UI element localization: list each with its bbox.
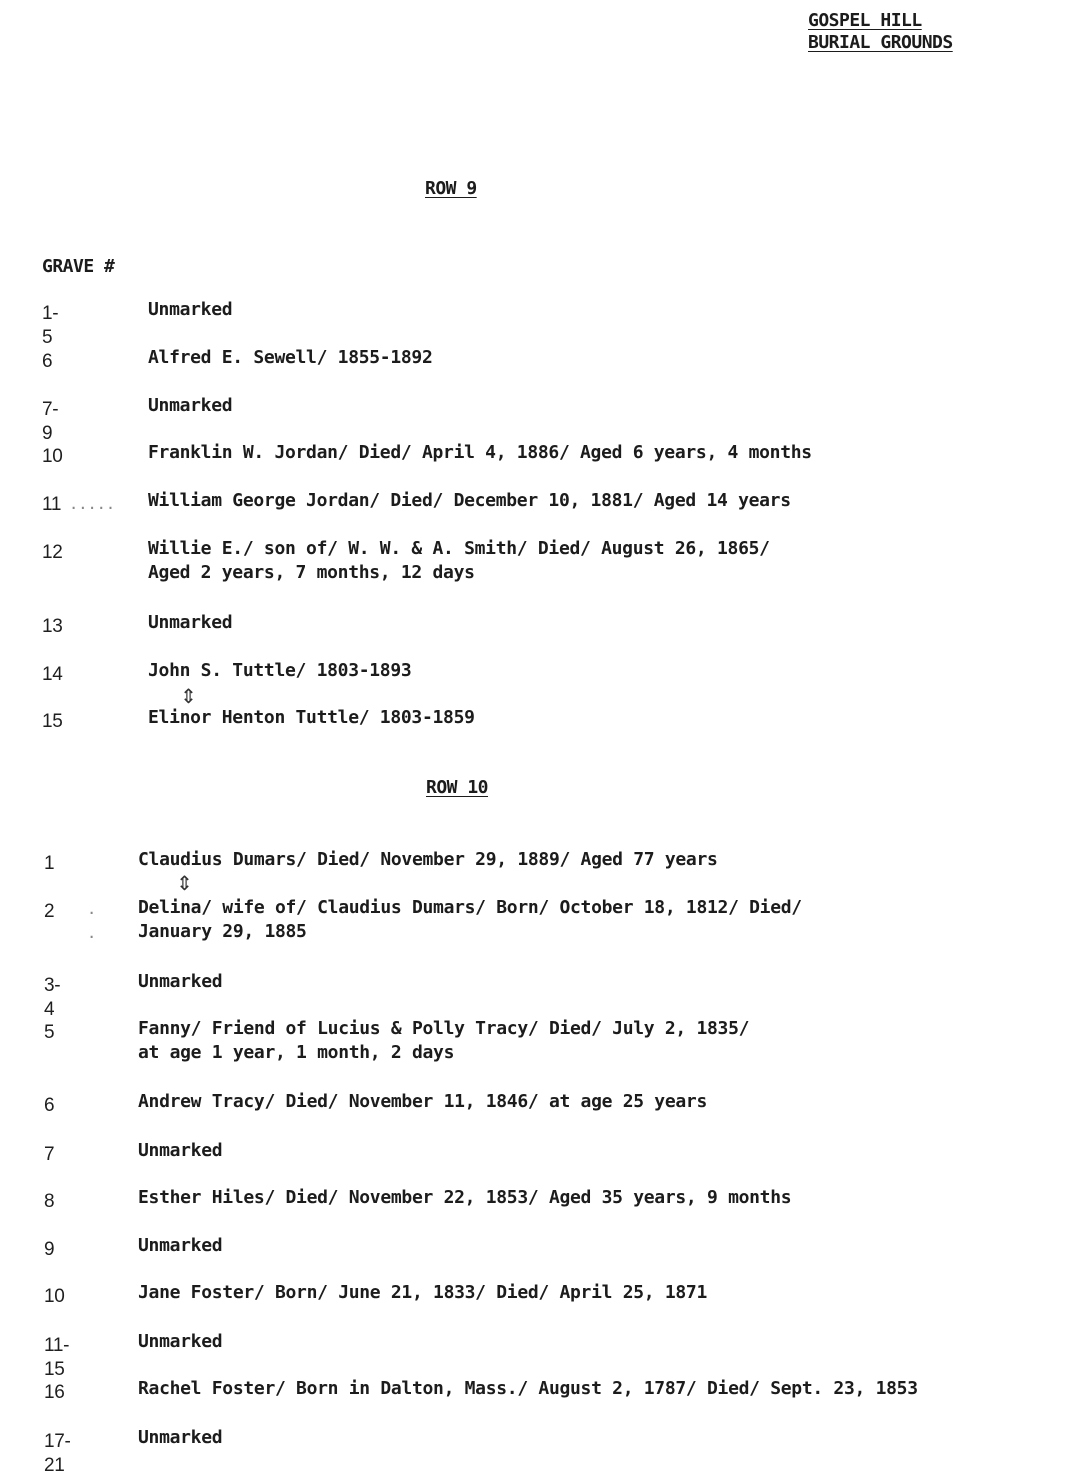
grave-number: 11-15	[44, 1335, 70, 1380]
grave-number: 12	[42, 542, 63, 563]
grave-number: 14	[42, 664, 63, 685]
grave-inscription: Delina/ wife of/ Claudius Dumars/ Born/ October 18, 1812/ Died/ January 29, 1885	[138, 897, 802, 942]
grave-number: 6	[42, 351, 53, 372]
grave-number: 10	[42, 446, 63, 467]
grave-number: 16	[44, 1382, 65, 1403]
grave-inscription: Unmarked	[138, 1427, 223, 1448]
document-header	[808, 10, 953, 54]
grave-number: 11	[42, 494, 62, 515]
row-10-heading: ROW 10	[426, 777, 489, 798]
grave-number: 3-4	[44, 975, 61, 1020]
handwritten-swap-mark: ⇕	[180, 684, 197, 708]
grave-number: 6	[44, 1095, 55, 1116]
grave-inscription: Unmarked	[138, 971, 223, 992]
grave-number: 2	[44, 901, 55, 922]
grave-inscription: William George Jordan/ Died/ December 10, 1881/ Aged 14 years	[148, 490, 791, 511]
grave-inscription: Willie E./ son of/ W. W. & A. Smith/ Died/ August 26, 1865/ Aged 2 years, 7 months, 12 days	[148, 538, 770, 583]
grave-number: 7	[44, 1144, 55, 1165]
scan-speck: . .	[88, 903, 98, 941]
scan-speck: .....	[70, 498, 117, 512]
header-title-line1: GOSPEL HILL	[808, 10, 922, 31]
grave-number: 1-5	[42, 303, 59, 348]
grave-inscription: John S. Tuttle/ 1803-1893	[148, 660, 412, 681]
grave-number: 17-21	[44, 1431, 71, 1476]
grave-inscription: Unmarked	[148, 395, 233, 416]
grave-inscription: Unmarked	[148, 612, 233, 633]
grave-inscription: Unmarked	[138, 1331, 223, 1352]
grave-inscription: Franklin W. Jordan/ Died/ April 4, 1886/ Aged 6 years, 4 months	[148, 442, 812, 463]
handwritten-swap-mark: ⇕	[176, 871, 193, 895]
grave-inscription: Fanny/ Friend of Lucius & Polly Tracy/ Died/ July 2, 1835/ at age 1 year, 1 month, 2 days	[138, 1018, 750, 1063]
grave-number: 7-9	[42, 399, 59, 444]
grave-number: 9	[44, 1239, 55, 1260]
grave-number: 8	[44, 1191, 55, 1212]
grave-number-label: GRAVE #	[42, 256, 115, 277]
grave-inscription: Alfred E. Sewell/ 1855-1892	[148, 347, 433, 368]
grave-number: 5	[44, 1022, 55, 1043]
grave-inscription: Rachel Foster/ Born in Dalton, Mass./ August 2, 1787/ Died/ Sept. 23, 1853	[138, 1378, 918, 1399]
grave-inscription: Andrew Tracy/ Died/ November 11, 1846/ at age 25 years	[138, 1091, 707, 1112]
grave-inscription: Esther Hiles/ Died/ November 22, 1853/ Aged 35 years, 9 months	[138, 1187, 792, 1208]
grave-number: 10	[44, 1286, 65, 1307]
header-title-line2: BURIAL GROUNDS	[808, 32, 953, 53]
grave-inscription: Jane Foster/ Born/ June 21, 1833/ Died/ April 25, 1871	[138, 1282, 707, 1303]
row-9-heading: ROW 9	[425, 178, 477, 199]
grave-number: 1	[44, 853, 55, 874]
grave-inscription: Unmarked	[148, 299, 233, 320]
grave-inscription: Claudius Dumars/ Died/ November 29, 1889/ Aged 77 years	[138, 849, 718, 870]
grave-inscription: Elinor Henton Tuttle/ 1803-1859	[148, 707, 475, 728]
grave-number: 15	[42, 711, 63, 732]
grave-inscription: Unmarked	[138, 1235, 223, 1256]
grave-inscription: Unmarked	[138, 1140, 223, 1161]
grave-number: 13	[42, 616, 63, 637]
